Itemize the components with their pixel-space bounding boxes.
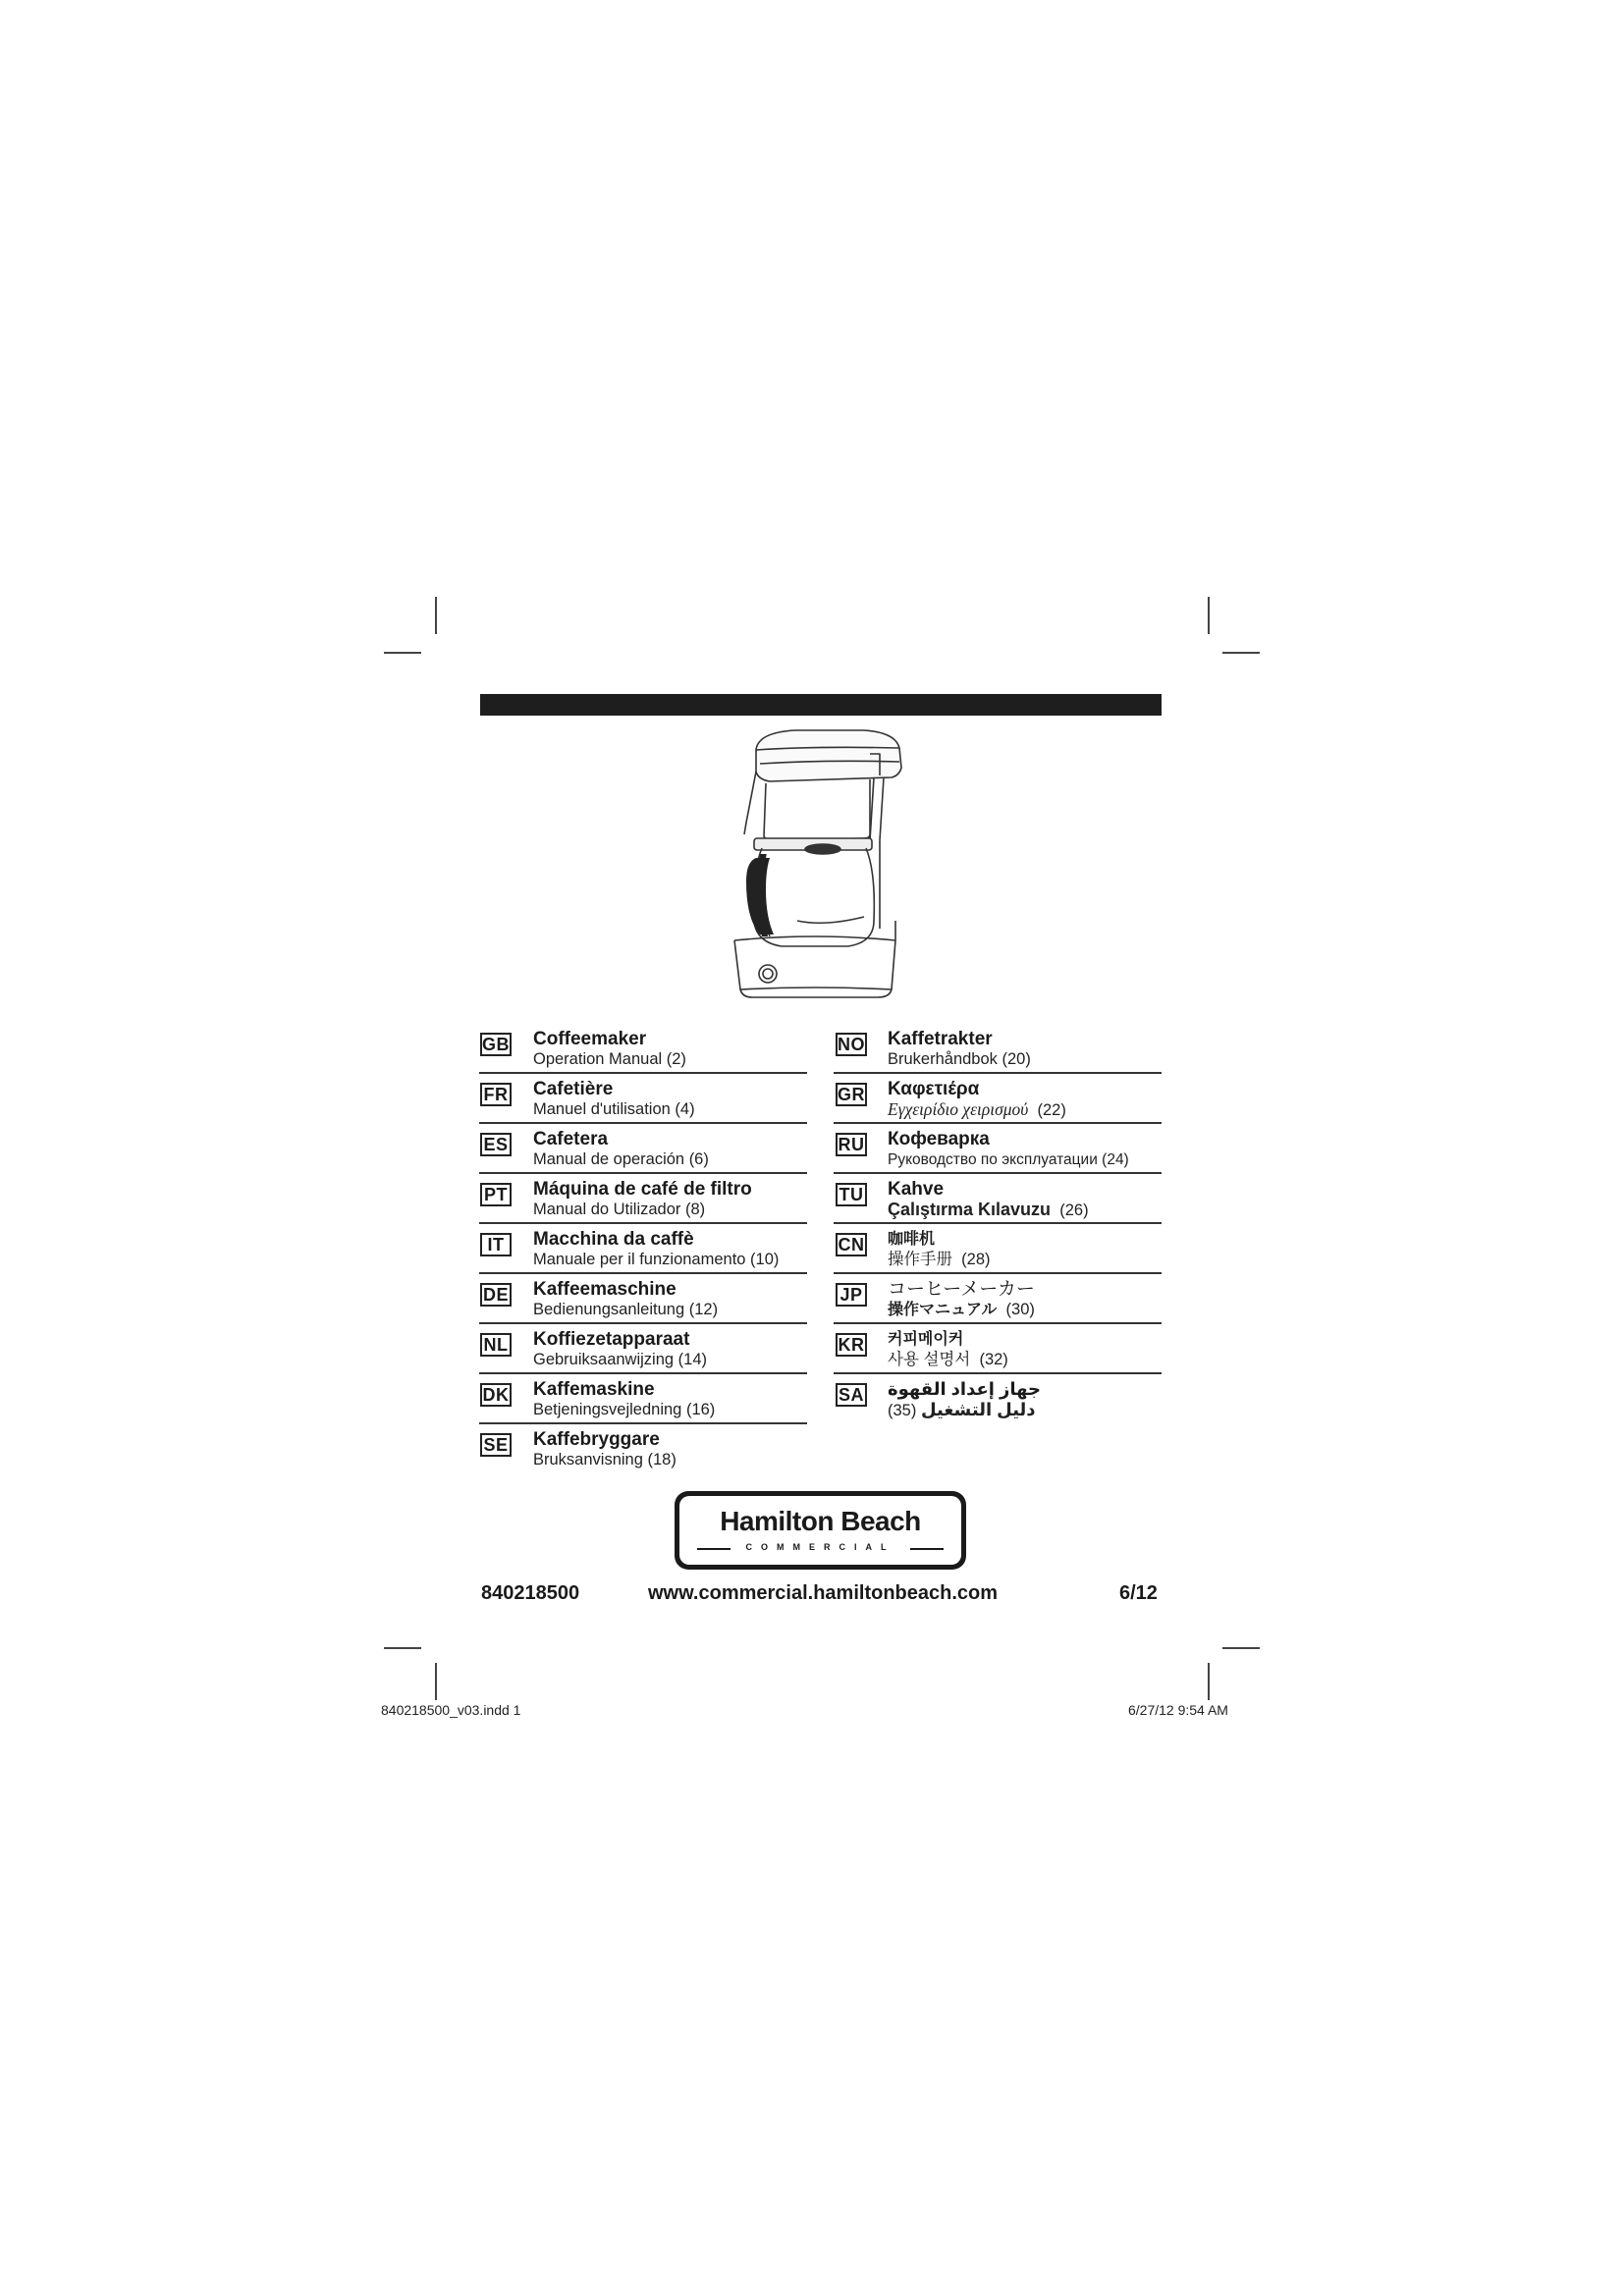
- product-title: 咖啡机: [888, 1231, 936, 1248]
- language-entry-fr[interactable]: [479, 1074, 807, 1124]
- language-entry-kr[interactable]: [834, 1324, 1162, 1374]
- language-code: FR: [480, 1083, 512, 1106]
- manual-page-ref: (30): [1005, 1301, 1035, 1318]
- crop-mark: [384, 652, 421, 654]
- manual-subtitle-text: Çalıştırma Kılavuzu: [888, 1200, 1052, 1219]
- manual-subtitle: Manual do Utilizador (8): [533, 1201, 706, 1218]
- manual-subtitle: Руководство по эксплуатации (24): [888, 1151, 1129, 1168]
- language-code: PT: [480, 1183, 512, 1206]
- language-entry-de[interactable]: [479, 1274, 807, 1324]
- language-entry-nl[interactable]: [479, 1324, 807, 1374]
- product-title: Kaffeemaschine: [533, 1279, 677, 1300]
- manual-subtitle: [888, 1201, 1089, 1220]
- language-code: JP: [836, 1283, 867, 1307]
- product-title: Kahve: [888, 1179, 945, 1200]
- manual-subtitle: Manual de operación (6): [533, 1150, 709, 1168]
- language-code: ES: [480, 1133, 512, 1156]
- language-code: TU: [836, 1183, 867, 1206]
- manual-subtitle-text: 操作マニュアル: [888, 1302, 998, 1318]
- header-bar: [480, 694, 1162, 716]
- crop-mark: [1208, 1663, 1210, 1700]
- product-title: Cafetera: [533, 1129, 609, 1149]
- manual-page-ref: (35): [888, 1402, 917, 1419]
- product-title: Kaffemaskine: [533, 1379, 655, 1400]
- manual-subtitle: [888, 1100, 1066, 1120]
- manual-subtitle: [888, 1351, 1008, 1369]
- crop-mark: [1222, 652, 1260, 654]
- manual-subtitle: Manuel d'utilisation (4): [533, 1100, 695, 1118]
- language-entry-no[interactable]: [834, 1024, 1162, 1074]
- manual-page-ref: (32): [979, 1351, 1008, 1368]
- product-title: Cafetière: [533, 1079, 614, 1099]
- manual-page-ref: (28): [961, 1251, 991, 1268]
- product-title: Macchina da caffè: [533, 1229, 694, 1250]
- language-code: RU: [836, 1133, 867, 1156]
- language-entry-ru[interactable]: [834, 1124, 1162, 1174]
- manual-subtitle-text: 操作手册: [888, 1251, 952, 1268]
- coffeemaker-illustration: [727, 724, 903, 1003]
- manual-subtitle: [888, 1301, 1035, 1319]
- manual-subtitle: [888, 1251, 991, 1269]
- crop-mark: [435, 1663, 437, 1700]
- crop-mark: [1222, 1647, 1260, 1649]
- manual-page-ref: (26): [1059, 1201, 1089, 1219]
- language-list-right: [834, 1024, 1162, 1424]
- language-entry-gb[interactable]: [479, 1024, 807, 1074]
- product-title: Kaffebryggare: [533, 1429, 660, 1450]
- language-entry-dk[interactable]: [479, 1374, 807, 1424]
- language-entry-es[interactable]: [479, 1124, 807, 1174]
- language-code: CN: [836, 1233, 867, 1256]
- manual-subtitle: Bruksanvisning (18): [533, 1451, 677, 1468]
- language-entry-jp[interactable]: [834, 1274, 1162, 1324]
- manual-subtitle-text: دليل التشغيل: [920, 1400, 1036, 1419]
- product-title: Máquina de café de filtro: [533, 1179, 752, 1200]
- language-entry-gr[interactable]: [834, 1074, 1162, 1124]
- manual-subtitle-text: 사용 설명서: [888, 1351, 971, 1368]
- language-code: DE: [480, 1283, 512, 1307]
- language-code: NL: [480, 1333, 512, 1357]
- language-entry-cn[interactable]: [834, 1224, 1162, 1274]
- product-title: コーヒーメーカー: [888, 1279, 1035, 1300]
- language-code: GB: [482, 1035, 510, 1054]
- language-entry-pt[interactable]: [479, 1174, 807, 1224]
- product-title: Koffiezetapparaat: [533, 1329, 690, 1350]
- print-date: 6/12: [1119, 1582, 1158, 1604]
- language-list-left: [479, 1024, 807, 1474]
- manual-page-ref: (22): [1037, 1101, 1066, 1119]
- manual-subtitle: Operation Manual (2): [533, 1050, 686, 1068]
- manual-subtitle-text: Εγχειρίδιο χειρισμού: [888, 1099, 1029, 1119]
- product-title: Kaffetrakter: [888, 1029, 993, 1049]
- product-title: جهاز إعداد القهوة: [888, 1379, 1041, 1399]
- hamilton-beach-logo: [675, 1491, 966, 1570]
- crop-mark: [384, 1647, 421, 1649]
- language-code: KR: [836, 1333, 867, 1357]
- logo-tagline: COMMERCIAL: [679, 1542, 961, 1552]
- manual-subtitle: Gebruiksaanwijzing (14): [533, 1351, 707, 1368]
- product-title: Coffeemaker: [533, 1029, 647, 1049]
- language-entry-tu[interactable]: [834, 1174, 1162, 1224]
- language-code: GR: [838, 1085, 865, 1104]
- product-title: Καφετιέρα: [888, 1079, 980, 1099]
- language-code: SE: [480, 1433, 512, 1457]
- language-code: SA: [836, 1383, 867, 1407]
- manual-subtitle: Brukerhåndbok (20): [888, 1050, 1031, 1068]
- manual-subtitle: Bedienungsanleitung (12): [533, 1301, 719, 1318]
- crop-mark: [1208, 597, 1210, 634]
- product-title: 커피메이커: [888, 1331, 964, 1348]
- language-code: NO: [838, 1035, 865, 1054]
- manual-subtitle: Betjeningsvejledning (16): [533, 1401, 716, 1418]
- part-number: 840218500: [481, 1582, 580, 1604]
- manual-subtitle: [888, 1401, 1036, 1420]
- language-code: IT: [480, 1233, 512, 1256]
- language-entry-it[interactable]: [479, 1224, 807, 1274]
- timestamp-slug: 6/27/12 9:54 AM: [1128, 1702, 1228, 1718]
- product-title: Кофеварка: [888, 1129, 990, 1149]
- language-entry-sa[interactable]: [834, 1374, 1162, 1424]
- logo-brand-name: Hamilton Beach: [720, 1506, 921, 1536]
- file-slug: 840218500_v03.indd 1: [381, 1702, 521, 1718]
- language-entry-se[interactable]: [479, 1424, 807, 1474]
- crop-mark: [435, 597, 437, 634]
- manual-subtitle: Manuale per il funzionamento (10): [533, 1251, 780, 1268]
- language-code: DK: [480, 1383, 512, 1407]
- website-url[interactable]: www.commercial.hamiltonbeach.com: [648, 1582, 999, 1604]
